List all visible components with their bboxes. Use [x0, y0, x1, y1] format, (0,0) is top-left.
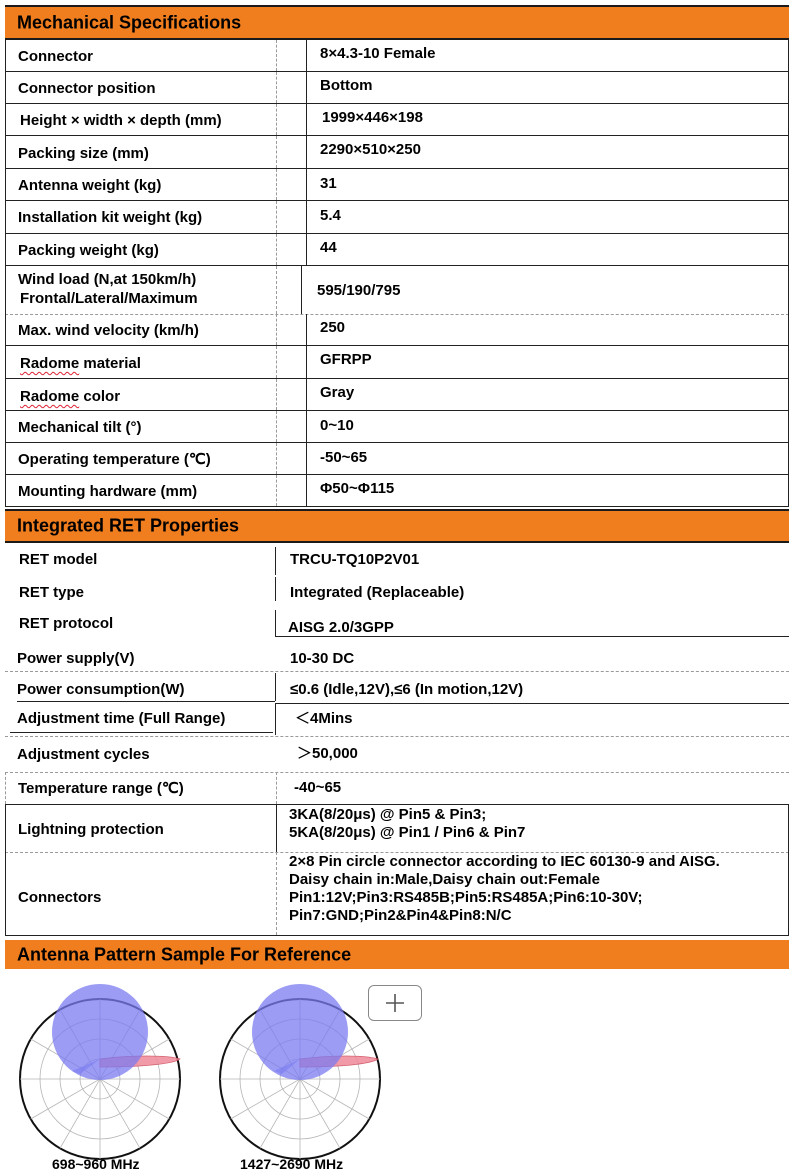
polar-pattern-low-band	[20, 984, 180, 1159]
ret-row-adjustment-time	[5, 705, 789, 735]
spec-row-operating-temperature	[5, 443, 789, 475]
spec-label: Connector	[18, 48, 93, 65]
spec-row-mounting-hardware	[5, 475, 789, 507]
ret-row-power-consumption	[5, 671, 789, 705]
ret-section-title: Integrated RET Properties	[17, 515, 240, 536]
ret-value-lines	[289, 806, 525, 842]
spec-label-line2: Frontal/Lateral/Maximum	[20, 290, 198, 307]
spec-value: Φ50~Φ115	[320, 480, 395, 497]
spec-value: 5.4	[320, 207, 341, 224]
ret-label: Adjustment cycles	[17, 746, 150, 763]
spec-value: Gray	[320, 384, 355, 401]
ret-label: Lightning protection	[18, 821, 164, 838]
ret-value: -40~65	[294, 779, 342, 796]
spelling-underline-word: Radome	[20, 388, 80, 405]
spec-row-dimensions	[5, 104, 789, 136]
ret-label: RET protocol	[19, 615, 114, 632]
ret-value: AISG 2.0/3GPP	[288, 619, 394, 636]
spec-value: 2290×510×250	[320, 141, 421, 158]
pattern-section-header	[5, 940, 789, 969]
ret-label: Power supply(V)	[17, 650, 135, 667]
spec-row-antenna-weight	[5, 169, 789, 201]
pattern-section-title: Antenna Pattern Sample For Reference	[17, 944, 352, 964]
ret-value: ＞50,000	[297, 745, 358, 762]
spec-label-line1: Wind load (N,at 150km/h)	[18, 271, 197, 288]
ret-label: Adjustment time (Full Range)	[17, 710, 226, 727]
spec-row-radome-material	[5, 346, 789, 379]
spec-value: -50~65	[320, 449, 368, 466]
spec-label: Radome color	[20, 388, 121, 405]
ret-label: RET type	[19, 584, 85, 601]
plus-icon	[384, 992, 406, 1014]
spec-row-wind-load	[5, 266, 789, 314]
spec-value: GFRPP	[320, 351, 372, 368]
spec-label: Installation kit weight (kg)	[18, 209, 203, 226]
spec-label: Connector position	[18, 80, 156, 97]
ret-row-temperature-range	[5, 772, 789, 804]
spec-value: 250	[320, 319, 346, 336]
spec-row-installation-kit-weight	[5, 201, 789, 234]
ret-value: ≤0.6 (Idle,12V),≤6 (In motion,12V)	[290, 681, 524, 698]
spec-row-connector-position	[5, 72, 789, 104]
ret-row-lightning-protection	[5, 804, 789, 852]
ret-label: RET model	[19, 551, 98, 568]
spec-value: 44	[320, 239, 337, 256]
spec-label: Max. wind velocity (km/h)	[18, 322, 199, 339]
spec-label: Mounting hardware (mm)	[18, 483, 198, 500]
spec-label: Operating temperature (℃)	[18, 451, 211, 468]
ret-row-protocol	[5, 607, 789, 641]
pattern-caption-low-band: 698~960 MHz	[52, 1156, 140, 1172]
ret-label: Temperature range (℃)	[18, 780, 184, 797]
spec-value: 8×4.3-10 Female	[320, 45, 436, 62]
spec-value: 31	[320, 175, 337, 192]
ret-row-type	[5, 575, 789, 607]
spec-value: 1999×446×198	[322, 109, 423, 126]
spelling-underline-word: Radome	[20, 355, 80, 372]
spec-row-radome-color	[5, 379, 789, 411]
ret-value-line: Daisy chain in:Male,Daisy chain out:Female	[289, 871, 600, 888]
spec-row-packing-weight	[5, 234, 789, 266]
ret-value-line: Pin1:12V;Pin3:RS485B;Pin5:RS485A;Pin6:10-30V;	[289, 889, 643, 906]
spec-row-packing-size	[5, 136, 789, 169]
ret-row-connectors	[5, 852, 789, 936]
ret-label: Power consumption(W)	[17, 681, 185, 698]
mechanical-section-title: Mechanical Specifications	[17, 12, 242, 32]
ret-value-line: 3KA(8/20μs) @ Pin5 & Pin3;	[289, 806, 487, 823]
spec-value: 0~10	[320, 417, 354, 434]
spec-row-mechanical-tilt	[5, 411, 789, 443]
spec-label: Antenna weight (kg)	[18, 177, 162, 194]
spec-label: Height × width × depth (mm)	[20, 112, 222, 129]
ret-value: ＜4Mins	[295, 710, 353, 727]
ret-value-line: 2×8 Pin circle connector according to IEC 60130-9 and AISG.	[289, 853, 720, 870]
spec-value: Bottom	[320, 77, 373, 94]
pattern-caption-high-band: 1427~2690 MHz	[240, 1156, 344, 1172]
spec-row-connector	[5, 40, 789, 72]
ret-value: Integrated (Replaceable)	[290, 584, 465, 601]
ret-value: TRCU-TQ10P2V01	[290, 551, 420, 568]
ret-section-header	[5, 509, 789, 543]
spec-label: Mechanical tilt (°)	[18, 419, 142, 436]
ret-label: Connectors	[18, 889, 102, 906]
spec-label: Packing weight (kg)	[18, 242, 159, 259]
ret-row-power-supply	[5, 641, 789, 671]
ret-value: 10-30 DC	[290, 650, 355, 667]
ret-value-line: 5KA(8/20μs) @ Pin1 / Pin6 & Pin7	[289, 824, 526, 841]
spec-label: Radome material	[20, 355, 141, 372]
polar-pattern-high-band	[220, 984, 380, 1159]
spec-value: 595/190/795	[317, 282, 401, 299]
zoom-in-button[interactable]	[368, 985, 422, 1021]
spec-label: Packing size (mm)	[18, 145, 149, 162]
ret-value-lines	[289, 853, 720, 925]
ret-value-line: Pin7:GND;Pin2&Pin4&Pin8:N/C	[289, 907, 512, 924]
spec-row-max-wind-velocity	[5, 314, 789, 346]
ret-row-adjustment-cycles	[5, 737, 789, 771]
ret-row-model	[5, 543, 789, 575]
mechanical-section-header	[5, 5, 789, 40]
